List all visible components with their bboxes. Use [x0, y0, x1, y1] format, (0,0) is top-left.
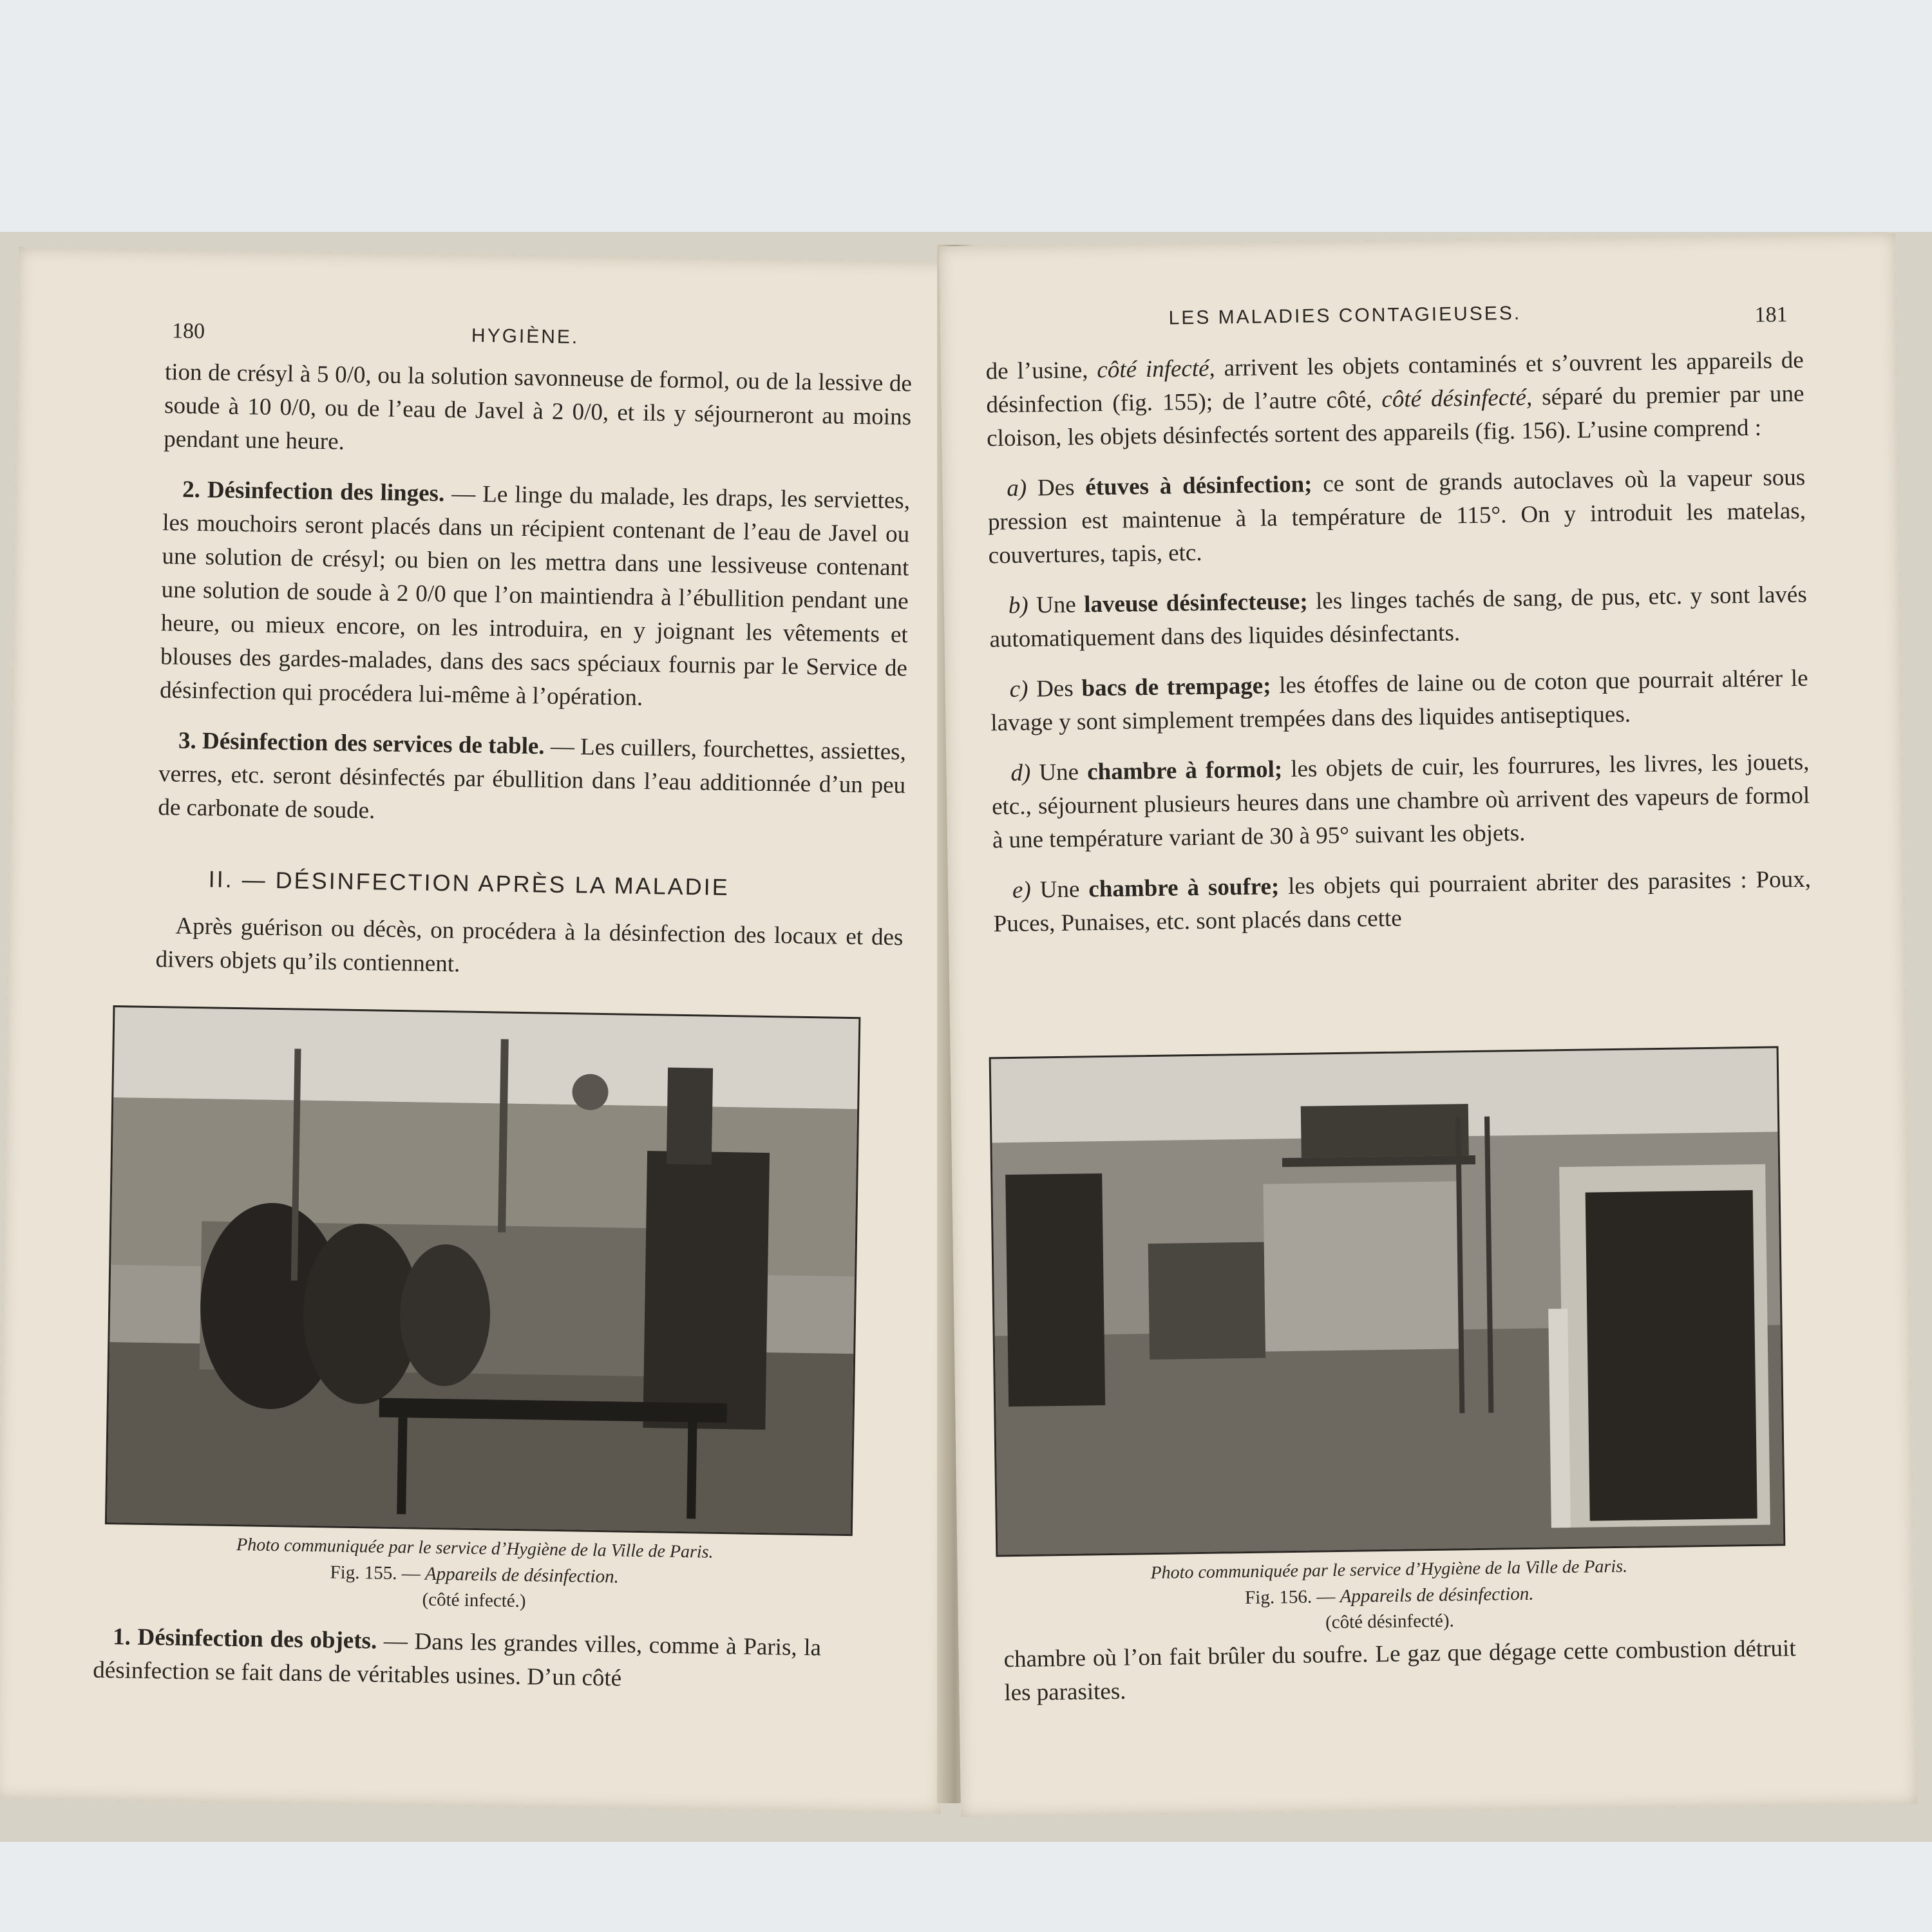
figure-155-photo — [105, 1005, 861, 1536]
section-linges-text: — Le linge du malade, les draps, les serviettes, les mouchoirs seront placés dans un récipient contenant de l’eau de Javel ou une solution de crésyl; ou bien on les mettra dans une lessiveuse contenant une solution de soude à 2 0/0 que l’on maintiendra à l’ébullition pendant une heure, ou mieux encore, on les introduira, en y joignant les vêtements et blouses des gardes-malades, dans des sacs spéciaux fournis par le Service de désinfection qui procédera lui-même à l’opération. — [159, 480, 911, 711]
right-continuation — [985, 344, 1804, 456]
right-continuation-3: séparé du premier par une cloison, les objets désinfectés sortent des appareils (fig. 156). L’usine comprend : — [986, 380, 1804, 452]
section-table-text: — Les cuillers, fourchettes, assiettes, verres, etc. seront désinfectés par ébullition dans l’eau additionnée d’un peu de carbonate de soude. — [158, 733, 907, 824]
right-text-top — [985, 344, 1812, 958]
section-linges-term: 2. Désinfection des linges. — [182, 476, 445, 507]
section-heading: II. — DÉSINFECTION APRÈS LA MALADIE — [208, 866, 730, 901]
right-continuation-italic-1: côté infecté, — [1097, 355, 1216, 384]
right-continuation-1: de l’usine, — [985, 357, 1097, 385]
figure-156-caption — [1003, 1552, 1777, 1640]
list-item-e-label: e) — [1012, 876, 1032, 904]
section-objets-term: 1. Désinfection des objets. — [112, 1624, 377, 1654]
continuation-paragraph: tion de crésyl à 5 0/0, ou la solution savonneuse de formol, ou de la lessive de soude à 10 0/0, ou de l’eau de Javel à 2 0/0, et ils y séjourneront au moins pendant une heure. — [164, 359, 913, 455]
list-item-c-pre: Des — [1028, 675, 1082, 703]
running-head-right: LES MALADIES CONTAGIEUSES. — [1168, 302, 1522, 329]
list-item-c-term: bacs de trempage; — [1081, 672, 1271, 702]
list-item-d — [991, 746, 1810, 858]
list-item-d-term: chambre à formol; — [1086, 756, 1283, 786]
right-text-bottom — [1003, 1632, 1797, 1727]
list-item-e — [993, 863, 1812, 942]
left-text-top — [155, 355, 912, 1005]
list-item-e-term: chambre à soufre; — [1088, 873, 1280, 903]
running-head-left: HYGIÈNE. — [471, 325, 580, 348]
list-item-b-pre: Une — [1028, 591, 1084, 619]
list-item-a-term: étuves à désinfection; — [1085, 471, 1312, 501]
figure-156-illustration — [991, 1048, 1784, 1555]
figure-155-illustration — [107, 1007, 858, 1534]
section-table-term: 3. Désinfection des services de table. — [178, 727, 545, 760]
list-item-b-text: les linges tachés de sang, de pus, etc. y sont lavés automatiquement dans des liquides désinfectants. — [989, 581, 1807, 653]
page-number-right: 181 — [1754, 303, 1788, 327]
figure-155-title: Appareils de désinfection. — [424, 1563, 620, 1587]
figure-155-caption — [94, 1530, 855, 1620]
list-item-a-text: ce sont de grands autoclaves où la vapeur sous pression est maintenue à la température de 115°. On y introduit les matelas, couvertures, tapis, etc. — [987, 464, 1806, 569]
list-item-d-label: d) — [1010, 759, 1031, 787]
figure-155-credit: Photo communiquée par le service d’Hygiène de la Ville de Paris. — [236, 1535, 714, 1562]
page-number-left: 180 — [171, 319, 205, 344]
figure-156-title: Appareils de désinfection. — [1340, 1583, 1534, 1607]
section-table — [158, 724, 906, 836]
section-objets — [93, 1620, 821, 1699]
right-continuation-italic-2: côté désinfecté, — [1381, 384, 1533, 413]
list-item-d-text: les objets de cuir, les fourrures, les livres, les jouets, etc., séjournent plusieurs heures dans une chambre où arrivent des vapeurs de formol à une température variant de 30 à 95° suivant les objets. — [991, 748, 1810, 854]
list-item-b-term: laveuse désinfecteuse; — [1083, 588, 1308, 618]
list-item-b — [989, 578, 1807, 657]
figure-156-credit: Photo communiquée par le service d’Hygiène de la Ville de Paris. — [1150, 1556, 1628, 1584]
section-linges — [160, 473, 911, 719]
list-item-d-pre: Une — [1030, 759, 1088, 786]
list-item-e-pre: Une — [1030, 876, 1089, 904]
list-item-c — [990, 662, 1808, 741]
figure-155-subtitle: (côté infecté.) — [422, 1589, 526, 1612]
intro-paragraph: Après guérison ou décès, on procédera à la désinfection des locaux et des divers objets qu’ils contiennent. — [155, 913, 904, 978]
figure-156-number: Fig. 156. — — [1244, 1586, 1336, 1609]
section-objets-text: — Dans les grandes villes, comme à Paris, la désinfection se fait dans de véritables usines. D’un côté — [93, 1627, 822, 1692]
list-item-a-label: a) — [1007, 475, 1027, 502]
left-text-bottom — [93, 1620, 822, 1716]
right-continuation-2: arrivent les objets contaminés et s’ouvrent les appareils de désinfection (fig. 155); de l’autre côté, — [986, 346, 1804, 419]
figure-156-photo — [989, 1046, 1786, 1557]
figure-155-number: Fig. 155. — — [330, 1562, 421, 1584]
list-item-a-pre: Des — [1026, 474, 1086, 502]
right-page — [939, 233, 1917, 1817]
figure-156-subtitle: (côté désinfecté). — [1325, 1610, 1454, 1633]
list-item-c-text: les étoffes de laine ou de coton que pourrait altérer le lavage y sont simplement trempées dans des liquides antiseptiques. — [990, 665, 1808, 737]
list-item-c-label: c) — [1009, 676, 1028, 703]
list-item-a — [987, 461, 1806, 573]
closing-paragraph: chambre où l’on fait brûler du soufre. Le gaz que dégage cette combustion détruit les parasites. — [1003, 1635, 1796, 1707]
list-item-e-text: les objets qui pourraient abriter des parasites : Poux, Puces, Punaises, etc. sont placés dans cette — [993, 866, 1812, 938]
list-item-b-label: b) — [1008, 592, 1028, 620]
left-page — [0, 247, 965, 1814]
